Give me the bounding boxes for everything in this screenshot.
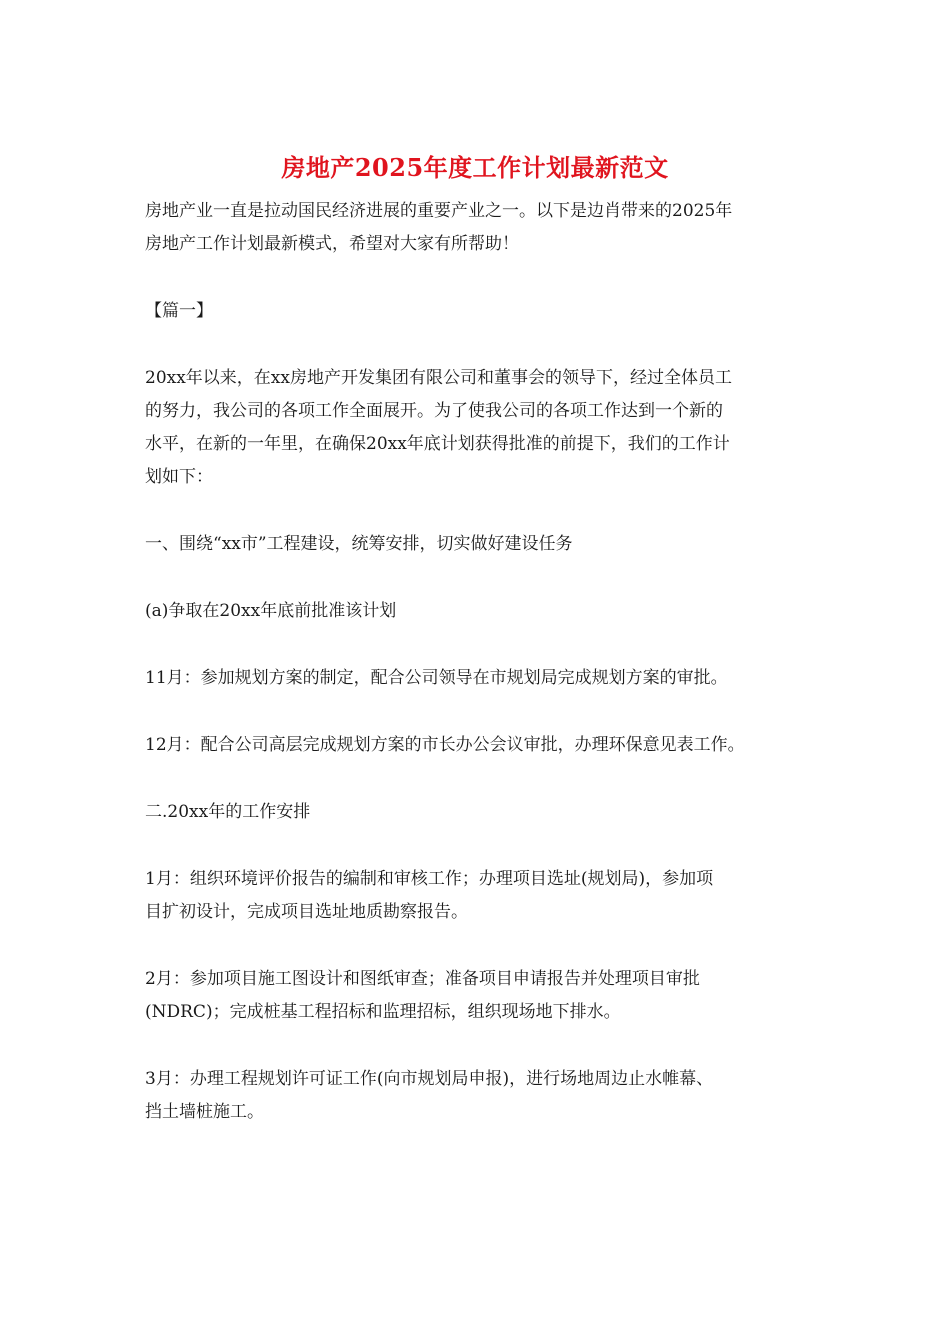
- month-item: [145, 662, 815, 695]
- month-item: [145, 729, 815, 762]
- paragraph-line: 的努力，我公司的各项工作全面展开。为了使我公司的各项工作达到一个新的: [145, 401, 723, 421]
- paragraph-line: 一、围绕“xx市”工程建设，统筹安排，切实做好建设任务: [145, 534, 573, 554]
- paragraph-line: 挡土墙桩施工。: [145, 1102, 264, 1122]
- intro-paragraph: [145, 195, 815, 261]
- paragraph-line: 水平，在新的一年里，在确保20xx年底计划获得批准的前提下，我们的工作计: [145, 434, 730, 454]
- paragraph-line: 二.20xx年的工作安排: [145, 802, 311, 822]
- document-title: 房地产2025年度工作计划最新范文: [281, 153, 669, 182]
- document-body: [145, 195, 815, 1129]
- paragraph-line: 12月：配合公司高层完成规划方案的市长办公会议审批，办理环保意见表工作。: [145, 735, 745, 755]
- section-heading-pian-yi: [145, 295, 815, 328]
- section-heading-two: [145, 796, 815, 829]
- paragraph-line: 20xx年以来，在xx房地产开发集团有限公司和董事会的领导下，经过全体员工: [145, 368, 732, 388]
- paragraph-line: 1月：组织环境评价报告的编制和审核工作；办理项目选址(规划局)，参加项: [145, 869, 714, 889]
- paragraph-line: 目扩初设计，完成项目选址地质勘察报告。: [145, 902, 468, 922]
- paragraph-line: 房地产业一直是拉动国民经济进展的重要产业之一。以下是边肖带来的2025年: [145, 201, 733, 221]
- body-paragraph: [145, 362, 815, 494]
- paragraph-line: 房地产工作计划最新模式，希望对大家有所帮助！: [145, 234, 519, 254]
- paragraph-line: 2月：参加项目施工图设计和图纸审查；准备项目申请报告并处理项目审批: [145, 969, 700, 989]
- paragraph-line: 划如下：: [145, 467, 213, 487]
- paragraph-line: 11月：参加规划方案的制定，配合公司领导在市规划局完成规划方案的审批。: [145, 668, 728, 688]
- paragraph-line: 【篇一】: [145, 301, 213, 321]
- paragraph-line: 3月：办理工程规划许可证工作(向市规划局申报)，进行场地周边止水帷幕、: [145, 1069, 714, 1089]
- paragraph-line: (a)争取在20xx年底前批准该计划: [145, 601, 397, 621]
- month-item: [145, 963, 815, 1029]
- section-heading-one: [145, 528, 815, 561]
- sub-heading-a: [145, 595, 815, 628]
- month-item: [145, 1063, 815, 1129]
- paragraph-line: (NDRC)；完成桩基工程招标和监理招标，组织现场地下排水。: [145, 1002, 621, 1022]
- month-item: [145, 863, 815, 929]
